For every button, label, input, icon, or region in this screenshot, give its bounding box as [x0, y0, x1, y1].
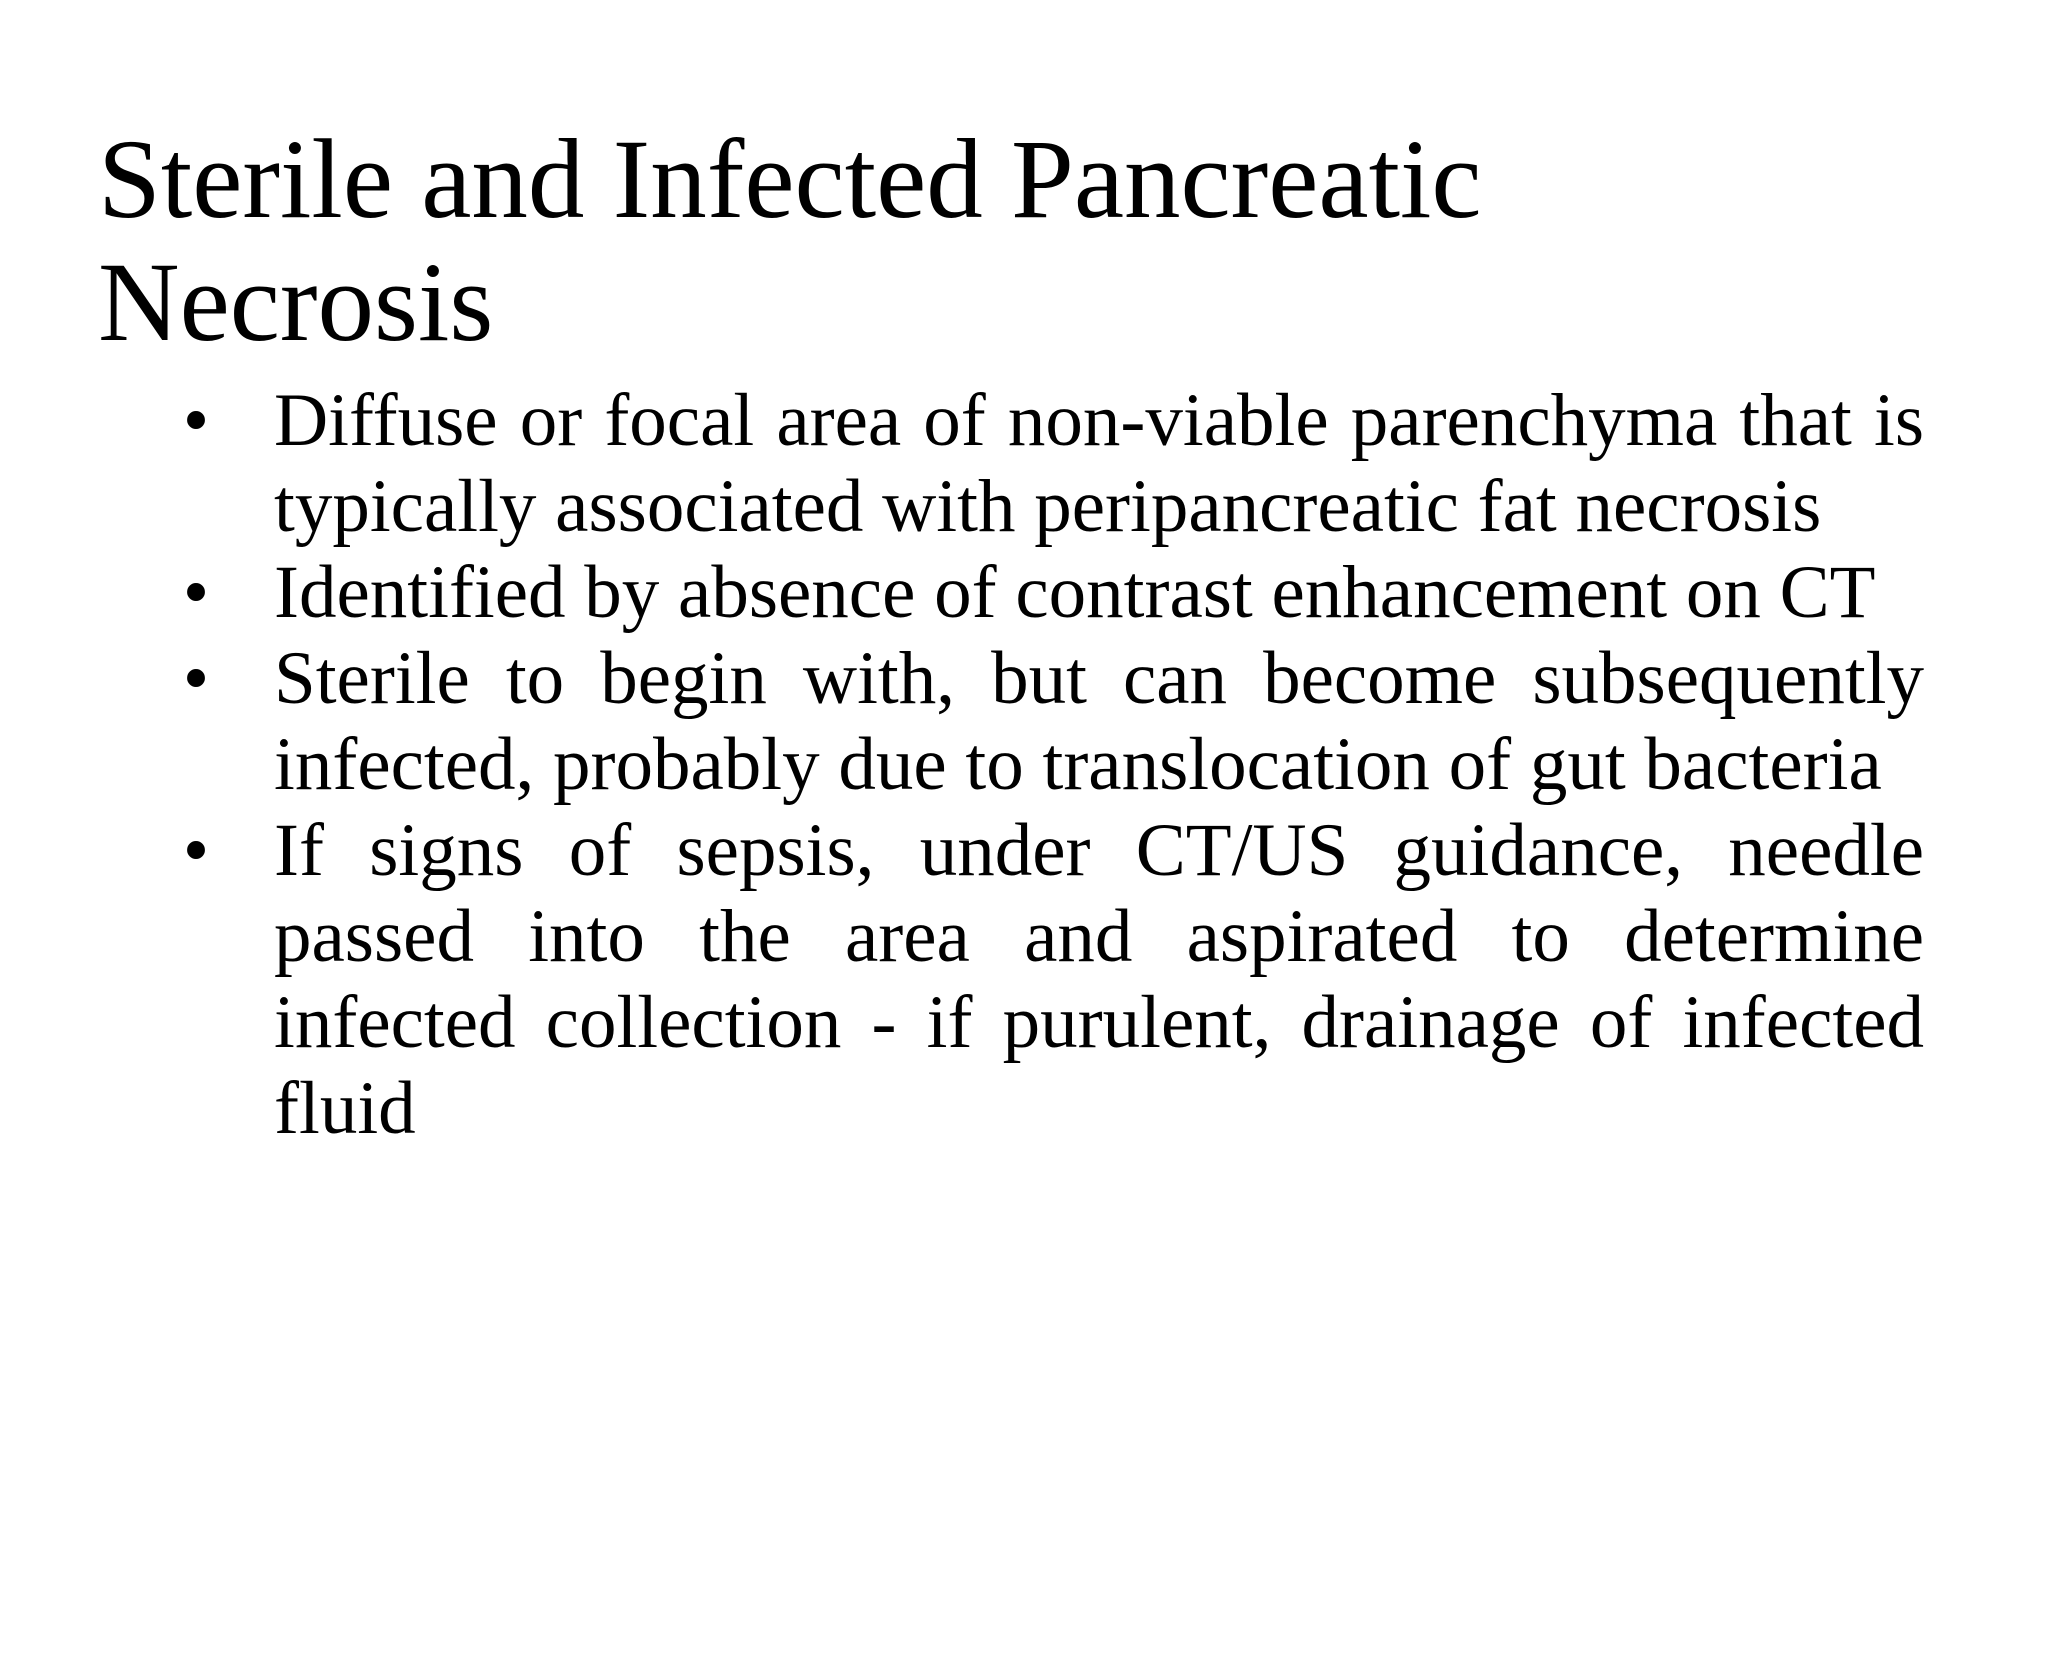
bullet-item-sepsis-management: [176, 808, 1924, 1152]
bullet-icon: •: [182, 551, 210, 634]
bullet-icon: •: [182, 637, 210, 720]
bullet-item-necrosis-definition: [176, 378, 1924, 550]
bullet-item-ct-identification: [176, 550, 1924, 636]
slide-title: Sterile and Infected Pancreatic Necrosis: [98, 117, 1482, 365]
bullet-list: [176, 378, 1924, 1152]
bullet-item-infection-course: [176, 636, 1924, 808]
bullet-icon: •: [182, 379, 210, 462]
bullet-text: Diffuse or focal area of non-viable parenchyma that is typically associated with peripancreatic fat necrosis: [274, 379, 1924, 548]
bullet-text: Identified by absence of contrast enhancement on CT: [274, 551, 1876, 634]
bullet-text: Sterile to begin with, but can become subsequently infected, probably due to translocation of gut bacteria: [274, 637, 1924, 806]
bullet-icon: •: [182, 809, 210, 892]
bullet-text: If signs of sepsis, under CT/US guidance, needle passed into the area and aspirated to determine infected collection - if purulent, drainage of infected fluid: [274, 809, 1924, 1150]
